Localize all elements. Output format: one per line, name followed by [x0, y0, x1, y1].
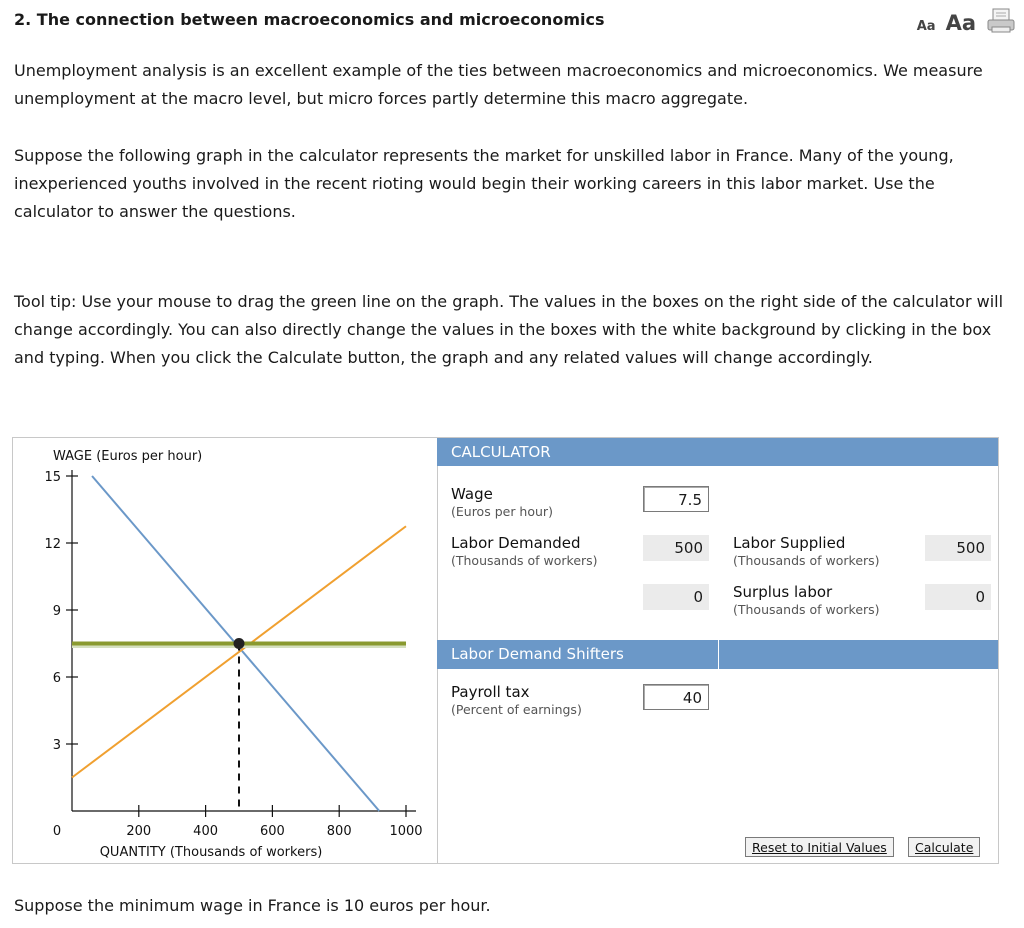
graph-panel	[13, 438, 438, 863]
payroll-tax-unit: (Percent of earnings)	[451, 702, 582, 717]
surplus-labor-label: Surplus labor	[733, 583, 833, 601]
labor-demanded-value: 500	[643, 535, 709, 561]
x-tick-label: 0	[52, 824, 62, 839]
calculator-header: CALCULATOR	[437, 438, 998, 466]
surplus-labor-label-group	[733, 583, 880, 618]
payroll-tax-label-group	[451, 683, 582, 718]
wage-input[interactable]: 7.5	[643, 486, 709, 512]
x-tick-label: 400	[193, 824, 219, 839]
reset-button[interactable]	[745, 837, 894, 857]
intro-paragraph: Unemployment analysis is an excellent example of the ties between macroeconomics and microeconomics. We measure unemployment at the macro level, but micro forces partly determine this macro aggregate.	[14, 61, 983, 108]
text-size-small-button[interactable]: Aa	[916, 19, 936, 34]
x-tick-label: 200	[126, 824, 152, 839]
labor-supplied-value: 500	[925, 535, 991, 561]
reset-button-label: Reset to Initial Values	[752, 839, 887, 855]
labor-demanded-label: Labor Demanded	[451, 534, 581, 552]
labor-market-graph[interactable]	[13, 438, 437, 863]
x-axis-label: QUANTITY (Thousands of workers)	[99, 845, 323, 860]
wage-unit: (Euros per hour)	[451, 504, 553, 519]
y-tick-label: 15	[44, 470, 61, 485]
surplus-labor-left-value: 0	[643, 584, 709, 610]
x-tick-label: 800	[326, 824, 352, 839]
shifters-header-right	[719, 640, 998, 669]
y-tick-label: 3	[52, 738, 61, 753]
x-tick-label: 600	[259, 824, 285, 839]
calculate-button-label: Calculate	[915, 839, 974, 855]
question-title: 2. The connection between macroeconomics and microeconomics	[14, 10, 605, 29]
calculate-button[interactable]	[908, 837, 980, 857]
text-size-large-button[interactable]: Aa	[945, 11, 976, 35]
calculator-panel	[437, 438, 998, 863]
toolbar	[917, 8, 1016, 34]
labor-demanded-label-group	[451, 534, 598, 569]
calculator-widget	[12, 437, 999, 864]
labor-supplied-unit: (Thousands of workers)	[733, 553, 880, 568]
wage-label-group	[451, 485, 553, 520]
shifters-header: Labor Demand Shifters	[437, 640, 718, 669]
y-tick-label: 12	[44, 537, 61, 552]
scenario-paragraph: Suppose the following graph in the calculator represents the market for unskilled labor in France. Many of the young, inexperienced youths involved in the recent rioting would begin their working careers in this labor market. Use the calculator to answer the questions.	[14, 146, 954, 221]
labor-supplied-label-group	[733, 534, 880, 569]
wage-label: Wage	[451, 485, 493, 503]
surplus-labor-unit: (Thousands of workers)	[733, 602, 880, 617]
payroll-tax-label: Payroll tax	[451, 683, 530, 701]
y-axis-label: WAGE (Euros per hour)	[53, 449, 203, 464]
equilibrium-point	[234, 638, 245, 649]
labor-supplied-label: Labor Supplied	[733, 534, 846, 552]
surplus-labor-value: 0	[925, 584, 991, 610]
labor-demanded-unit: (Thousands of workers)	[451, 553, 598, 568]
tooltip-paragraph: Tool tip: Use your mouse to drag the green line on the graph. The values in the boxes on the right side of the calculator will change accordingly. You can also directly change the values in the boxes with the white background by clicking in the box and typing. When you click the Calculate button, the graph and any related values will change accordingly.	[14, 292, 1004, 367]
y-tick-label: 9	[52, 604, 61, 619]
minimum-wage-paragraph: Suppose the minimum wage in France is 10 euros per hour.	[14, 896, 491, 915]
print-icon[interactable]	[986, 8, 1016, 34]
x-tick-label: 1000	[389, 824, 423, 839]
y-tick-label: 6	[52, 671, 61, 686]
payroll-tax-input[interactable]: 40	[643, 684, 709, 710]
